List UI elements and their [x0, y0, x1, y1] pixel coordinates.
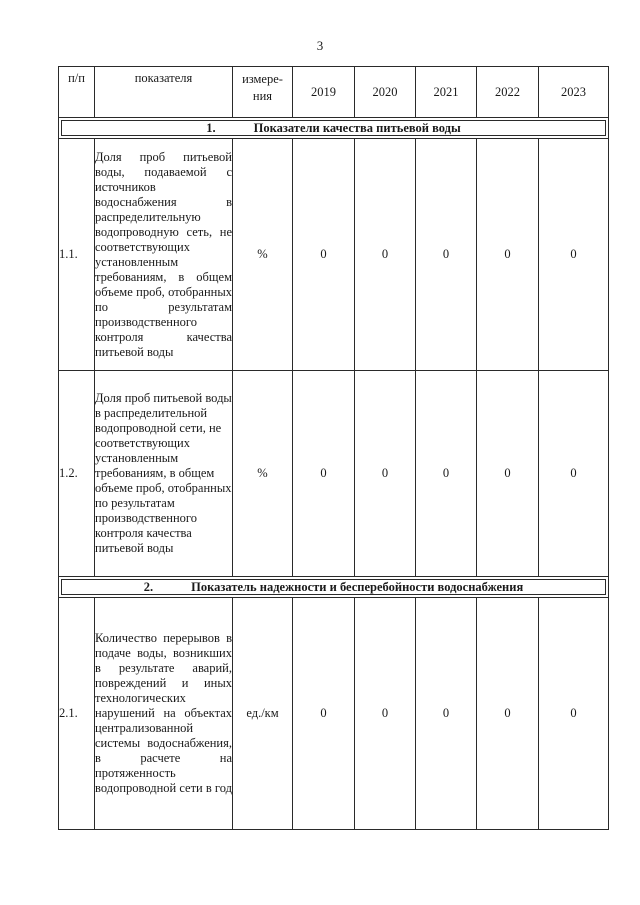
row-indicator-name — [95, 598, 233, 830]
header-num-cell: п/п — [59, 67, 95, 118]
row-value: 0 — [355, 371, 416, 577]
row-unit: % — [233, 139, 293, 371]
header-year-cell: 2023 — [539, 67, 609, 118]
row-number: 1.1. — [59, 139, 95, 371]
row-unit: ед./км — [233, 598, 293, 830]
row-value: 0 — [416, 371, 477, 577]
table-row — [59, 139, 609, 371]
row-value: 0 — [539, 371, 609, 577]
row-unit: % — [233, 371, 293, 577]
section-row — [59, 577, 609, 598]
row-value: 0 — [539, 139, 609, 371]
header-unit-cell — [233, 67, 293, 118]
row-value: 0 — [477, 371, 539, 577]
row-number: 2.1. — [59, 598, 95, 830]
row-value: 0 — [416, 598, 477, 830]
header-year-cell: 2021 — [416, 67, 477, 118]
section-title-cell — [59, 577, 609, 598]
row-indicator-text: Доля проб питьевой воды, подаваемой с источников водоснабжения в распределительную водопроводную сеть, не соответствующих установленным требованиям, в общем объеме проб, отобранных по результатам производственного контроля качества питьевой воды — [95, 149, 232, 359]
header-year-cell: 2020 — [355, 67, 416, 118]
header-year-cell: 2019 — [293, 67, 355, 118]
section-title: Показатель надежности и бесперебойности водоснабжения — [191, 579, 524, 594]
indicators-table — [58, 66, 609, 830]
section-number: 2. — [143, 579, 154, 594]
row-value: 0 — [477, 598, 539, 830]
row-value: 0 — [355, 598, 416, 830]
row-value: 0 — [293, 371, 355, 577]
row-number: 1.2. — [59, 371, 95, 577]
section-number: 1. — [206, 120, 216, 135]
section-title: Показатели качества питьевой воды — [253, 120, 461, 135]
row-value: 0 — [355, 139, 416, 371]
section-row — [59, 118, 609, 139]
row-value: 0 — [539, 598, 609, 830]
table-row — [59, 598, 609, 830]
row-value: 0 — [416, 139, 477, 371]
page-number: 3 — [316, 38, 324, 53]
section-title-cell — [59, 118, 609, 139]
header-unit-line1: измере- — [242, 72, 283, 86]
row-value: 0 — [477, 139, 539, 371]
header-unit-line2: ния — [252, 89, 273, 103]
row-indicator-name — [95, 371, 233, 577]
table-row — [59, 371, 609, 577]
header-year-cell: 2022 — [477, 67, 539, 118]
row-indicator-text: Количество перерывов в подаче воды, возникших в результате аварий, повреждений и иных технологических нарушений на объектах централизованной системы водоснабжения, в расчете на протяженность водопроводной сети в год — [95, 631, 232, 795]
row-value: 0 — [293, 139, 355, 371]
row-value: 0 — [293, 598, 355, 830]
table-header-row — [59, 67, 609, 118]
row-indicator-name — [95, 139, 233, 371]
row-indicator-text: Доля проб питьевой воды в распределительной водопроводной сети, не соответствующих установленным требованиям, в общем объеме проб, отобранных по результатам производственного контроля качества питьевой воды — [95, 391, 232, 555]
header-name-cell: показателя — [95, 67, 233, 118]
